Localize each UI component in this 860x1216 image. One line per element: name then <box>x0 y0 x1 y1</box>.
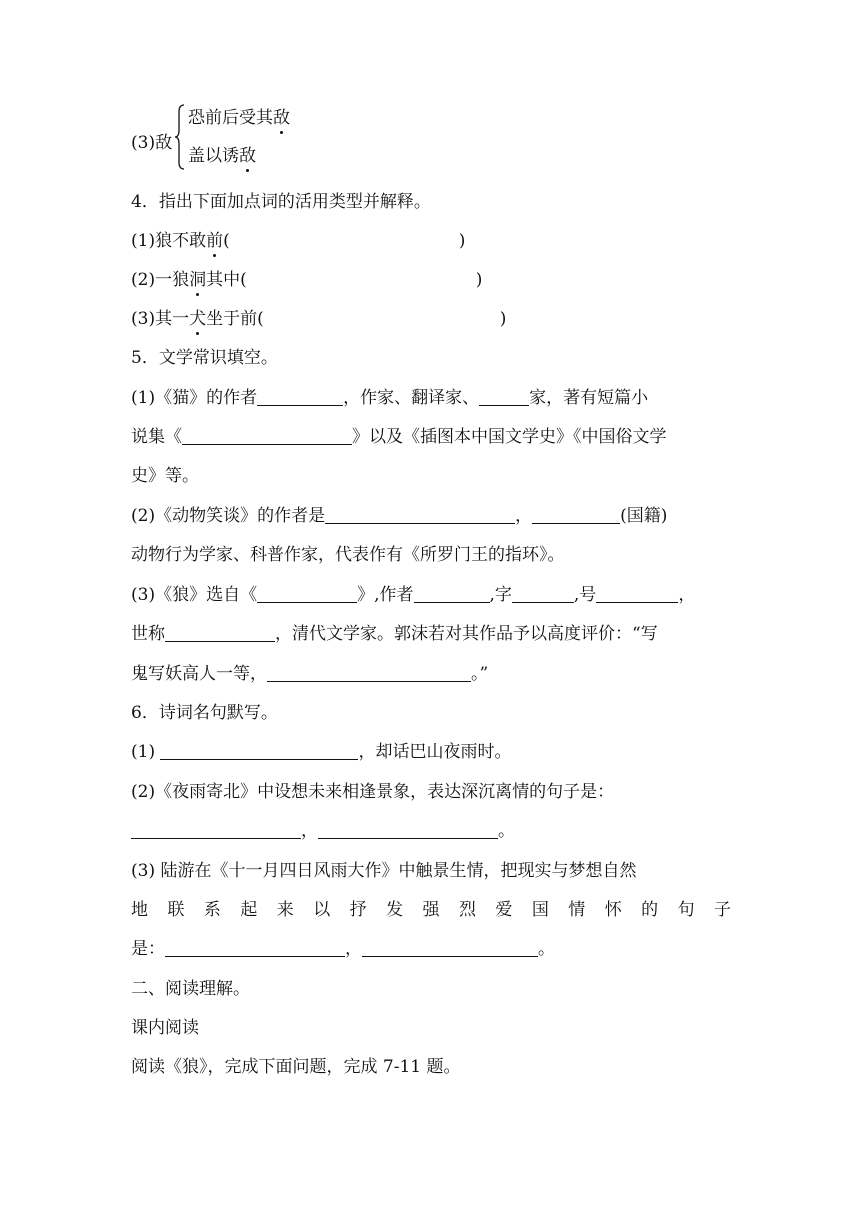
q5-p3-line2: 世称 ，清代文学家。郭沫若对其作品予以高度评价：“写 <box>131 624 658 644</box>
q3-line-2: 盖以诱敌 <box>188 146 256 166</box>
q6-p1: (1) ，却话巴山夜雨时。 <box>131 742 512 762</box>
q3-brace-block <box>131 104 431 170</box>
q5-p1-line3: 史》等。 <box>131 466 199 486</box>
answer-blank[interactable] <box>165 938 345 957</box>
answer-blank[interactable] <box>325 505 515 524</box>
answer-blank[interactable] <box>257 387 343 406</box>
q5-p3-line1: (3)《狼》选自《 》,作者 ,字 ,号 ， <box>131 585 696 605</box>
answer-blank[interactable] <box>532 505 620 524</box>
q6-p3-line2: 地 联 系 起 来 以 抒 发 强 烈 爱 国 情 怀 的 句 子 <box>131 900 731 920</box>
dotted-word: 洞 <box>189 270 207 290</box>
section-2-subheading: 课内阅读 <box>131 1018 199 1038</box>
dotted-word: 敌 <box>239 146 256 166</box>
q5-p3-line3: 鬼写妖高人一等， 。” <box>131 664 489 684</box>
dotted-word: 犬 <box>189 309 207 329</box>
q5-p1-line1: (1)《猫》的作者 ，作家、翻译家、 家，著有短篇小 <box>131 388 649 408</box>
q4-heading: 4．指出下面加点词的活用类型并解释。 <box>131 192 431 212</box>
q6-p2-line2: ， 。 <box>131 820 731 842</box>
answer-blank[interactable] <box>131 820 301 839</box>
section-2-heading: 二、阅读理解。 <box>131 979 250 999</box>
q4-item-3: (3)其一犬坐于前( ) <box>131 309 507 329</box>
q6-heading: 6．诗词名句默写。 <box>131 703 278 723</box>
curly-brace-icon <box>175 104 185 170</box>
section-2-instruction: 阅读《狼》，完成下面问题，完成 7-11 题。 <box>131 1057 461 1077</box>
q5-p1-line2: 说集《 》以及《插图本中国文学史》《中国俗文学 <box>131 427 667 447</box>
answer-blank[interactable] <box>257 584 357 603</box>
answer-blank[interactable] <box>414 584 490 603</box>
answer-blank[interactable] <box>596 584 678 603</box>
q3-line-1: 恐前后受其敌 <box>188 108 290 128</box>
q6-p2-line1: (2)《夜雨寄北》中设想未来相逢景象，表达深沉离情的句子是： <box>131 782 615 802</box>
q5-p2-line2: 动物行为学家、科普作家，代表作有《所罗门王的指环》。 <box>131 545 565 565</box>
q4-item-1: (1)狼不敢前( ) <box>131 231 466 251</box>
dotted-word: 敌 <box>273 108 290 128</box>
answer-blank[interactable] <box>479 387 529 406</box>
q5-heading: 5．文学常识填空。 <box>131 348 278 368</box>
answer-blank[interactable] <box>182 426 352 445</box>
q3-label: (3)敌 <box>131 133 173 153</box>
q4-item-2: (2)一狼洞其中( ) <box>131 270 483 290</box>
q5-p2-line1: (2)《动物笑谈》的作者是 ， (国籍) <box>131 506 668 526</box>
answer-blank[interactable] <box>165 623 275 642</box>
answer-blank[interactable] <box>362 938 538 957</box>
q6-p3-line3: 是： ， 。 <box>131 939 555 959</box>
answer-blank[interactable] <box>318 820 498 839</box>
q6-p3-line1: (3) 陆游在《十一月四日风雨大作》中触景生情，把现实与梦想自然 <box>131 861 637 881</box>
answer-blank[interactable] <box>267 663 471 682</box>
answer-blank[interactable] <box>512 584 574 603</box>
answer-blank[interactable] <box>160 741 358 760</box>
dotted-word: 前 <box>206 231 224 251</box>
